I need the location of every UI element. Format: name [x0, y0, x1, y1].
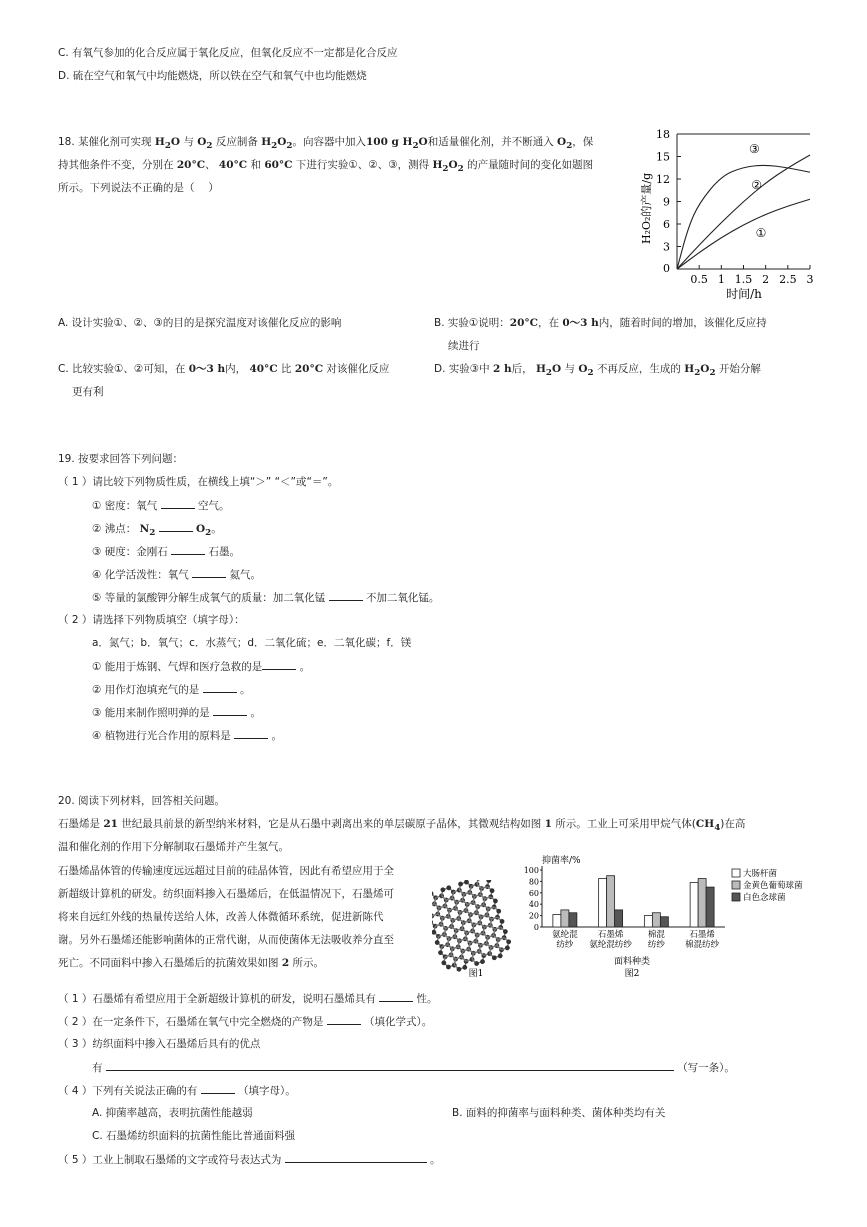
bar-y-tick-label: 80 [528, 877, 539, 887]
answer-blank[interactable] [329, 590, 363, 601]
q18-line-chart [632, 126, 822, 304]
x-tick-label: 0.5 [690, 273, 708, 286]
q20-reading-line6: 谢。另外石墨烯还能影响菌体的正常代谢，从而使菌体无法吸收养分直至 [58, 934, 394, 946]
q20-reading-line3: 石墨烯晶体管的传输速度远远超过目前的硅晶体管，因此有希望应用于全 [58, 865, 394, 877]
q20-sub2: （ 2 ）在一定条件下，石墨烯在氧气中完全燃烧的产物是 （填化学式）。 [58, 1016, 433, 1028]
bar-2-3 [615, 910, 623, 927]
q19-2-1: ① 能用于炼钢、气焊和医疗急救的是 。 [92, 661, 311, 673]
q17-option-c: C. 有氧气参加的化合反应属于氧化反应，但氧化反应不一定都是化合反应 [58, 47, 398, 59]
bar-3-2 [652, 913, 660, 927]
carbon-atom [458, 881, 464, 887]
q19-part1: （ 1 ）请比较下列物质性质，在横线上填“＞” “＜”或“＝”。 [58, 476, 339, 488]
answer-blank[interactable] [262, 659, 296, 670]
bar-category-label: 石墨烯 [689, 930, 715, 940]
x-tick-label: 1 [717, 273, 725, 286]
q18-option-a: A. 设计实验①、②、③的目的是探究温度对该催化反应的影响 [58, 317, 342, 329]
q19-part2: （ 2 ）请选择下列物质填空（填字母）： [58, 614, 245, 626]
q20-sub4: （ 4 ）下列有关说法正确的有 （填字母）。 [58, 1085, 296, 1097]
q18-stem-line2: 持其他条件不变，分别在 20°C、 40°C 和 60°C 下进行实验①、②、③，测得 $H_2O_2$ 的产量随时间的变化如题图 [58, 159, 594, 175]
bar-y-axis-label: 抑菌率/% [542, 856, 581, 866]
q19-2-4: ④ 植物进行光合作用的原料是 。 [92, 730, 282, 742]
x-tick-label: 3 [806, 273, 814, 286]
bar-category-label: 石墨烯 [597, 930, 624, 940]
q20-reading-line1: 石墨烯是 21 世纪最具前景的新型纳米材料，它是从石墨中剥离出来的单层碳原子晶体，其微观结构如图 1 所示。工业上可采用甲烷气体$(CH_4)$在高 [58, 818, 746, 834]
bar-y-tick-label: 100 [523, 866, 539, 875]
carbon-atom [440, 887, 446, 893]
legend-label-2: 金黄色葡萄球菌 [743, 881, 803, 891]
q20-sub4-option-b: B. 面料的抑菌率与面料种类、菌体种类均有关 [452, 1107, 666, 1119]
q19-1-4: ④ 化学活泼性：氧气 氦气。 [92, 569, 261, 581]
y-tick-label: 18 [656, 128, 670, 141]
q20-reading-line4: 新超级计算机的研发。纺织面料掺入石墨烯后，在低温情况下，石墨烯可 [58, 888, 394, 900]
bar-y-tick-label: 20 [528, 911, 539, 921]
carbon-atom [462, 964, 468, 970]
x-tick-label: 1.5 [734, 273, 753, 286]
bar-y-tick-label: 60 [528, 888, 539, 898]
q18-option-b-cont: 续进行 [448, 340, 480, 352]
bar-x-axis-label: 面料种类 [613, 957, 651, 967]
q19-2-options: a．氮气；b．氧气；c．水蒸气；d．二氧化硫；e．二氧化碳；f．镁 [92, 637, 412, 649]
answer-blank[interactable] [203, 682, 237, 693]
bar-y-tick-label: 0 [533, 923, 539, 932]
q19-1-2: ② 沸点： $N_2$ $O_2$。 [92, 523, 222, 539]
y-tick-label: 6 [663, 218, 670, 231]
q20-sub5: （ 5 ）工业上制取石墨烯的文字或符号表达式为 。 [58, 1154, 441, 1166]
q18-stem-line3: 所示。下列说法不正确的是（ ） [58, 182, 219, 194]
q20-title: 20. 阅读下列材料，回答相关问题。 [58, 795, 226, 807]
series-label-2: ② [751, 177, 762, 192]
q20-sub1: （ 1 ）石墨烯有希望应用于全新超级计算机的研发，说明石墨烯具有 性。 [58, 993, 438, 1005]
antibacterial-bar-chart [520, 852, 820, 982]
answer-blank[interactable] [213, 705, 247, 716]
legend-swatch-1 [732, 869, 740, 877]
origin-tick: 0 [663, 262, 670, 275]
carbon-atom [497, 953, 503, 959]
bar-4-3 [706, 887, 714, 927]
bar-category-label: 氨纶混纺纱 [589, 940, 632, 950]
q19-1-1: ① 密度：氧气 空气。 [92, 500, 230, 512]
bar-3-1 [644, 916, 652, 927]
answer-blank[interactable] [106, 1060, 674, 1071]
figure2-caption: 图2 [624, 969, 640, 979]
bar-4-2 [698, 879, 706, 927]
bar-4-1 [690, 883, 698, 927]
q17-option-d: D. 硫在空气和氧气中均能燃烧，所以铁在空气和氧气中也均能燃烧 [58, 70, 367, 82]
bar-3-3 [660, 917, 668, 927]
q20-sub3: （ 3 ）纺织面料中掺入石墨烯后具有的优点 [58, 1038, 261, 1050]
q19-title: 19. 按要求回答下列问题： [58, 453, 184, 465]
y-axis-label: H₂O₂的产量/g [640, 172, 653, 244]
bar-category-label: 氨纶混 [552, 930, 578, 940]
bar-category-label: 纺纱 [647, 940, 665, 950]
answer-blank[interactable] [171, 544, 205, 555]
legend-label-3: 白色念球菌 [743, 893, 786, 903]
q18-option-c: C. 比较实验①、②可知，在 0～3 h内， 40°C 比 20°C 对该催化反应 [58, 363, 390, 375]
series-label-3: ③ [749, 141, 760, 156]
answer-blank[interactable] [161, 498, 195, 509]
y-tick-label: 15 [656, 150, 670, 164]
q20-sub3-answer: 有 （写一条）。 [92, 1062, 735, 1074]
graphene-structure-figure [432, 880, 524, 980]
q19-2-3: ③ 能用来制作照明弹的是 。 [92, 707, 261, 719]
legend-label-1: 大肠杆菌 [743, 869, 778, 879]
bar-category-label: 棉混 [647, 930, 665, 940]
series-label-1: ① [755, 225, 767, 240]
q19-1-3: ③ 硬度：金刚石 石墨。 [92, 546, 240, 558]
q18-stem-line1: 18. 某催化剂可实现 $H_2O$ 与 $O_2$ 反应制备 $H_2O_2$。向容器中加入100 g $H_2O$和适量催化剂，并不断通入 $O_2$，保 [58, 136, 594, 152]
bar-2-1 [599, 879, 607, 927]
q19-2-2: ② 用作灯泡填充气的是 。 [92, 684, 251, 696]
q19-1-5: ⑤ 等量的氯酸钾分解生成氧气的质量：加二氧化锰 不加二氧化锰。 [92, 592, 440, 604]
answer-blank[interactable] [159, 521, 193, 532]
x-tick-label: 2 [762, 273, 770, 286]
q20-sub4-option-a: A. 抑菌率越高，表明抗菌性能越弱 [92, 1107, 253, 1119]
y-tick-label: 12 [656, 173, 670, 186]
q20-reading-line5: 将来自远红外线的热量传送给人体，改善人体微循环系统，促进新陈代 [58, 911, 384, 923]
series-line-2 [677, 155, 810, 269]
q20-reading-line2: 温和催化剂的作用下分解制取石墨烯并产生氢气。 [58, 841, 289, 853]
bar-1-1 [553, 914, 561, 927]
legend-swatch-2 [732, 881, 740, 889]
bar-category-label: 纺纱 [556, 940, 574, 950]
y-tick-label: 3 [663, 240, 670, 254]
bar-1-3 [569, 913, 577, 927]
x-axis-label: 时间/h [726, 287, 762, 301]
carbon-atom [480, 959, 486, 965]
x-tick-label: 2.5 [779, 273, 797, 286]
y-tick-label: 9 [663, 195, 670, 209]
legend-swatch-3 [732, 893, 740, 901]
q18-option-c-cont: 更有利 [72, 386, 104, 398]
carbon-atom [504, 945, 510, 951]
answer-blank[interactable] [327, 1014, 361, 1025]
q20-reading-line7: 死亡。不同面料中掺入石墨烯后的抗菌效果如图 2 所示。 [58, 957, 324, 969]
series-line-3 [677, 165, 810, 269]
q18-option-b: B. 实验①说明：20°C，在 0～3 h内，随着时间的增加，该催化反应持 [434, 317, 767, 329]
q18-option-d: D. 实验③中 2 h后， $H_2O$ 与 $O_2$ 不再反应，生成的 $H_2O_2$ 开始分解 [434, 363, 761, 379]
bar-y-tick-label: 40 [528, 900, 539, 910]
answer-blank[interactable] [285, 1152, 427, 1163]
q20-sub4-option-c: C. 石墨烯纺织面料的抗菌性能比普通面料强 [92, 1130, 296, 1142]
answer-blank[interactable] [201, 1083, 235, 1094]
figure1-caption: 图1 [468, 969, 484, 979]
answer-blank[interactable] [192, 567, 226, 578]
answer-blank[interactable] [379, 991, 413, 1002]
answer-blank[interactable] [234, 728, 268, 739]
bar-category-label: 棉混纺纱 [685, 940, 720, 950]
bar-2-2 [607, 876, 615, 927]
bar-1-2 [561, 910, 569, 927]
